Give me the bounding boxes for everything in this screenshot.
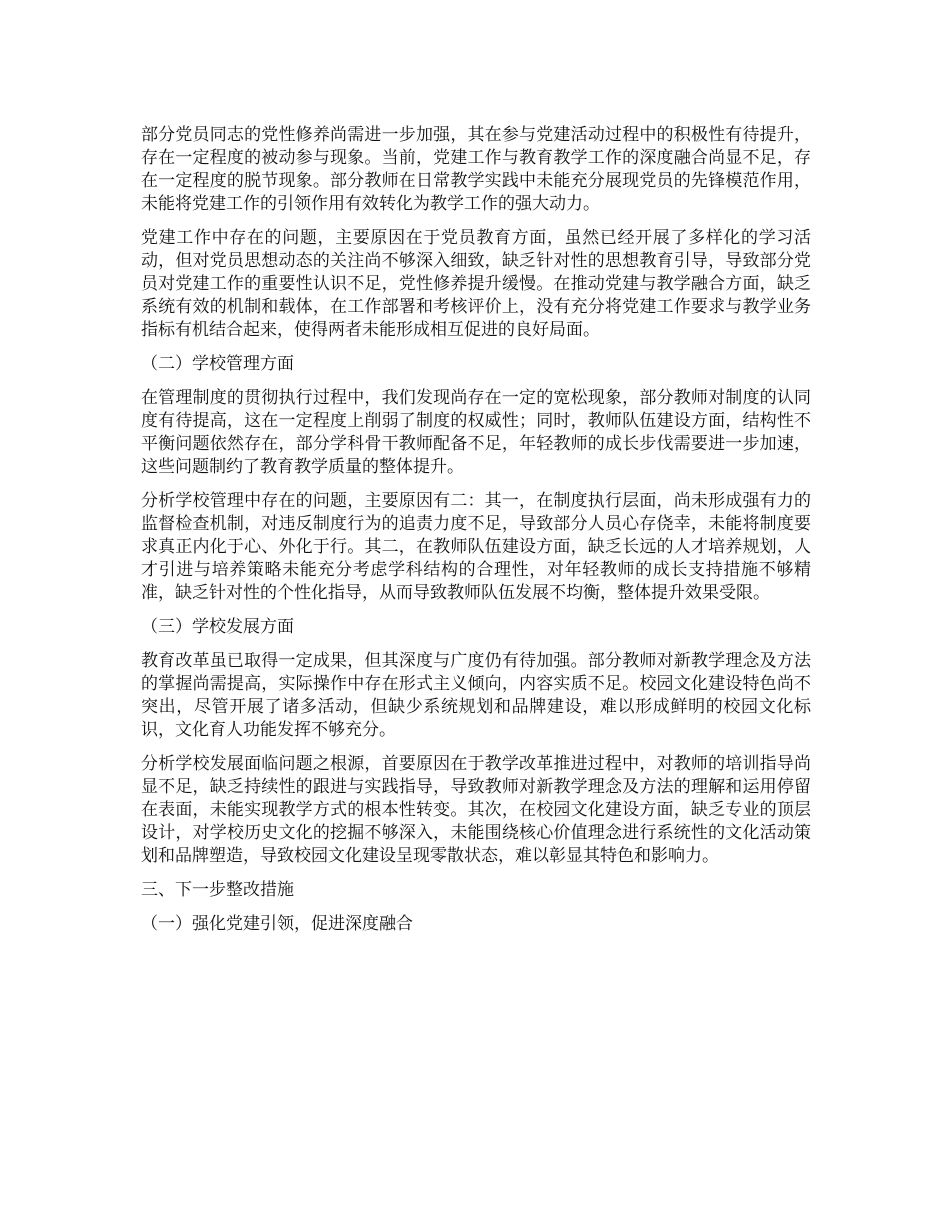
paragraph-management-issues: 在管理制度的贯彻执行过程中，我们发现尚存在一定的宽松现象，部分教师对制度的认同度有待提高，这在一定程度上削弱了制度的权威性；同时，教师队伍建设方面，结构性不平衡问题依然存在，部分学科骨干教师配备不足，年轻教师的成长步伐需要进一步加速，这些问题制约了教育教学质量的整体提升。 (141, 388, 811, 477)
paragraph-development-issues: 教育改革虽已取得一定成果，但其深度与广度仍有待加强。部分教师对新教学理念及方法的掌握尚需提高，实际操作中存在形式主义倾向，内容实质不足。校园文化建设特色尚不突出，尽管开展了诸多活动，但缺少系统规划和品牌建设，难以形成鲜明的校园文化标识，文化育人功能发挥不够充分。 (141, 651, 811, 740)
section-heading-school-development: （三）学校发展方面 (141, 617, 294, 637)
paragraph-development-analysis: 分析学校发展面临问题之根源，首要原因在于教学改革推进过程中，对教师的培训指导尚显不足，缺乏持续性的跟进与实践指导，导致教师对新教学理念及方法的理解和运用停留在表面，未能实现教学方式的根本性转变。其次，在校园文化建设方面，缺乏专业的顶层设计，对学校历史文化的挖掘不够深入，未能围绕核心价值理念进行系统性的文化活动策划和品牌塑造，导致校园文化建设呈现零散状态，难以彰显其特色和影响力。 (141, 754, 811, 866)
paragraph-party-cultivation: 部分党员同志的党性修养尚需进一步加强，其在参与党建活动过程中的积极性有待提升，存在一定程度的被动参与现象。当前，党建工作与教育教学工作的深度融合尚显不足，存在一定程度的脱节现象。部分教师在日常教学实践中未能充分展现党员的先锋模范作用，未能将党建工作的引领作用有效转化为教学工作的强大动力。 (141, 125, 811, 214)
section-heading-school-management: （二）学校管理方面 (141, 354, 294, 374)
section-heading-next-steps: 三、下一步整改措施 (141, 880, 294, 900)
subsection-heading-party-leadership: （一）强化党建引领，促进深度融合 (141, 914, 413, 934)
document-page (141, 124, 811, 947)
paragraph-party-problem-analysis: 党建工作中存在的问题，主要原因在于党员教育方面，虽然已经开展了多样化的学习活动，但对党员思想动态的关注尚不够深入细致，缺乏针对性的思想教育引导，导致部分党员对党建工作的重要性认识不足，党性修养提升缓慢。在推动党建与教学融合方面，缺乏系统有效的机制和载体，在工作部署和考核评价上，没有充分将党建工作要求与教学业务指标有机结合起来，使得两者未能形成相互促进的良好局面。 (141, 228, 811, 340)
paragraph-management-analysis: 分析学校管理中存在的问题，主要原因有二：其一，在制度执行层面，尚未形成强有力的监督检查机制，对违反制度行为的追责力度不足，导致部分人员心存侥幸，未能将制度要求真正内化于心、外化于行。其二，在教师队伍建设方面，缺乏长远的人才培养规划，人才引进与培养策略未能充分考虑学科结构的合理性，对年轻教师的成长支持措施不够精准，缺乏针对性的个性化指导，从而导致教师队伍发展不均衡，整体提升效果受限。 (141, 491, 811, 603)
